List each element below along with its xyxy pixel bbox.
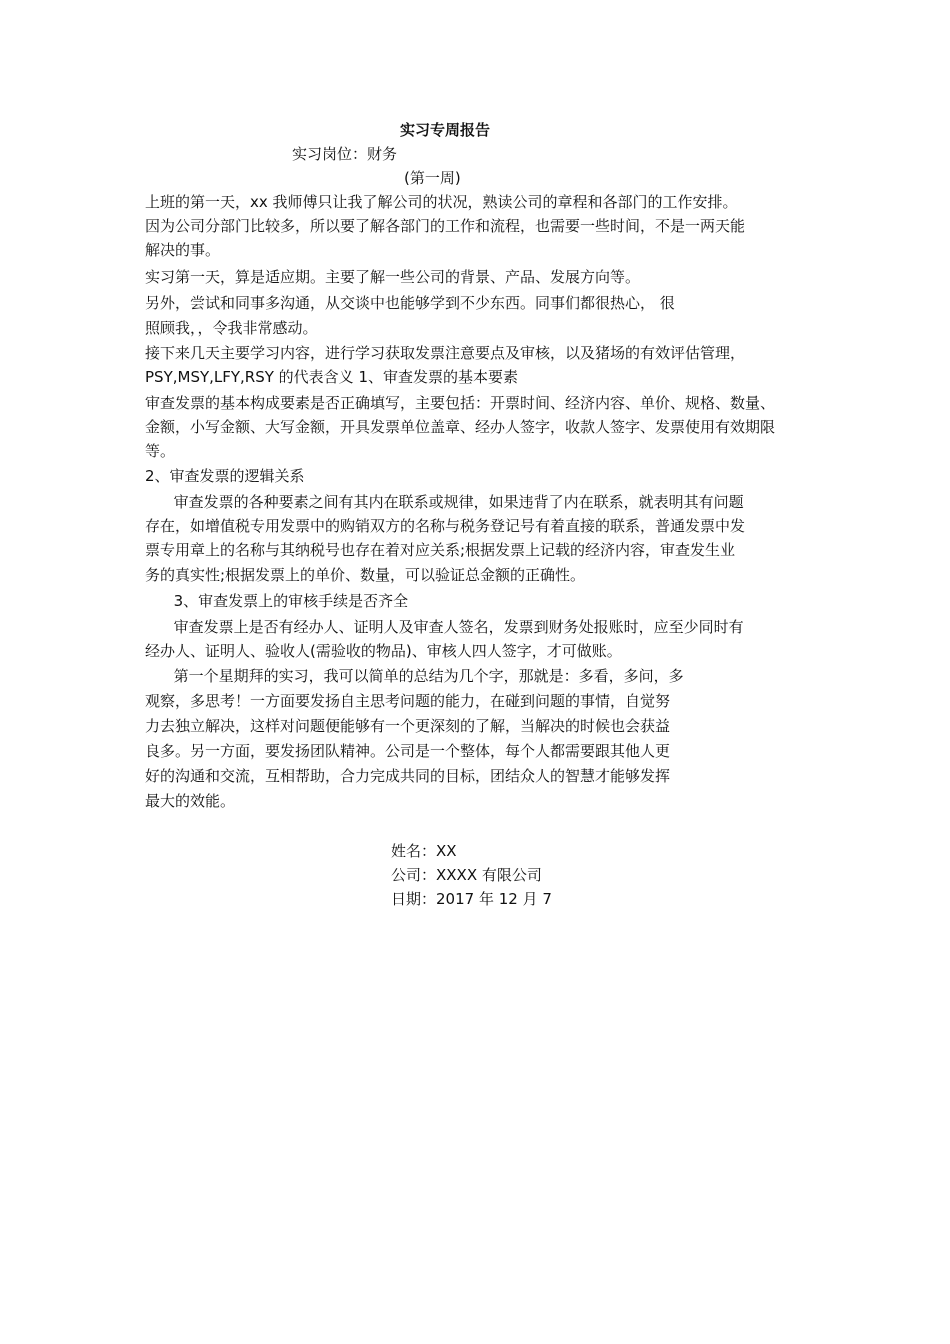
- body-line: 审查发票上是否有经办人、证明人及审查人签名，发票到财务处报账时，应至少同时有: [145, 618, 744, 636]
- body-line: 解决的事。: [145, 241, 221, 259]
- internship-post: 实习岗位：财务: [292, 145, 398, 163]
- body-line: 观察，多思考！一方面要发扬自主思考问题的能力，在碰到问题的事情，自觉努: [145, 692, 671, 710]
- week-label: (第一周): [404, 169, 461, 187]
- body-line: PSY,MSY,LFY,RSY 的代表含义 1、审查发票的基本要素: [145, 368, 518, 386]
- body-line: 审查发票的各种要素之间有其内在联系或规律，如果违背了内在联系，就表明其有问题: [145, 493, 744, 511]
- body-line: 审查发票的基本构成要素是否正确填写，主要包括：开票时间、经济内容、单价、规格、数量、: [145, 394, 776, 412]
- body-line: 票专用章上的名称与其纳税号也存在着对应关系;根据发票上记载的经济内容，审查发生业: [145, 541, 736, 559]
- body-line: 第一个星期拜的实习，我可以简单的总结为几个字，那就是：多看，多问，多: [145, 667, 684, 685]
- body-line: 务的真实性;根据发票上的单价、数量，可以验证总金额的正确性。: [145, 566, 586, 584]
- signature-company: 公司：XXXX 有限公司: [391, 866, 542, 884]
- body-line: 上班的第一天，xx 我师傅只让我了解公司的状况，熟读公司的章程和各部门的工作安排。: [145, 193, 738, 211]
- body-line: 等。: [145, 442, 176, 460]
- body-line: 力去独立解决，这样对问题便能够有一个更深刻的了解，当解决的时候也会获益: [145, 717, 671, 735]
- body-line: 经办人、证明人、验收人(需验收的物品)、审核人四人签字，才可做账。: [145, 642, 622, 660]
- section-heading: 2、审查发票的逻辑关系: [145, 467, 305, 485]
- report-title: 实习专周报告: [399, 121, 490, 139]
- body-line: 接下来几天主要学习内容，进行学习获取发票注意要点及审核，以及猪场的有效评估管理，: [145, 344, 746, 362]
- body-line: 好的沟通和交流，互相帮助，合力完成共同的目标，团结众人的智慧才能够发挥: [145, 767, 671, 785]
- signature-name: 姓名：XX: [391, 842, 457, 860]
- section-heading: 3、审查发票上的审核手续是否齐全: [145, 592, 409, 610]
- signature-date: 日期：2017 年 12 月 7: [391, 890, 552, 908]
- body-line: 金额，小写金额、大写金额，开具发票单位盖章、经办人签字，收款人签字、发票使用有效期限: [145, 418, 776, 436]
- body-line: 另外，尝试和同事多沟通，从交谈中也能够学到不少东西。同事们都很热心， 很: [145, 294, 675, 312]
- body-line: 照顾我，，令我非常感动。: [145, 319, 318, 337]
- body-line: 因为公司分部门比较多，所以要了解各部门的工作和流程，也需要一些时间，不是一两天能: [145, 217, 746, 235]
- body-line: 实习第一天，算是适应期。主要了解一些公司的背景、产品、发展方向等。: [145, 268, 641, 286]
- body-line: 最大的效能。: [145, 792, 236, 810]
- body-line: 良多。另一方面，要发扬团队精神。公司是一个整体，每个人都需要跟其他人更: [145, 742, 671, 760]
- body-line: 存在，如增值税专用发票中的购销双方的名称与税务登记号有着直接的联系，普通发票中发: [145, 517, 746, 535]
